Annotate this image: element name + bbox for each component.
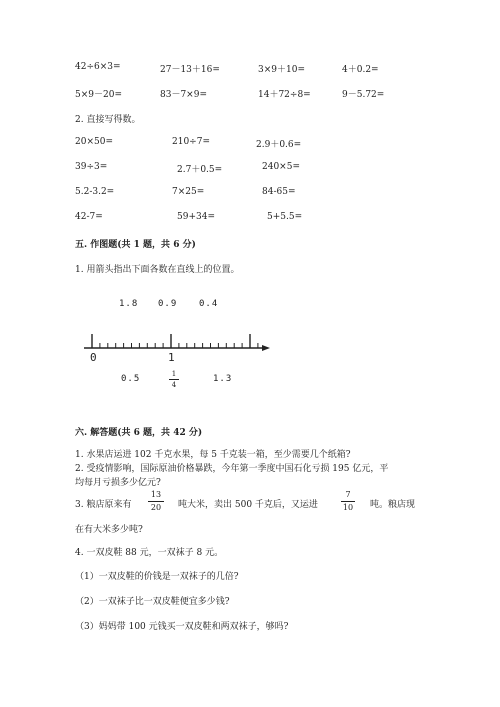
calc-item: 27－13＋16= (160, 65, 220, 75)
fraction-numerator: 1 (171, 370, 177, 378)
fraction-13-20 (148, 490, 164, 513)
fraction-numerator: 7 (345, 490, 351, 499)
question-title: 2. 直接写得数。 (75, 115, 141, 125)
calc-item: 4＋0.2= (342, 65, 379, 75)
direct-item: 2.9＋0.6= (256, 140, 302, 150)
question-text: 在有大米多少吨? (75, 525, 143, 535)
top-value-label: 0.9 (158, 299, 178, 309)
fraction-bar (341, 501, 355, 502)
question-text: 3. 粮店原来有 (75, 500, 132, 510)
bottom-value-label: 0.5 (121, 374, 141, 384)
section-title: 五. 作图题(共 1 题，共 6 分) (75, 240, 196, 250)
top-value-label: 1.8 (119, 299, 139, 309)
direct-item: 59+34= (177, 212, 215, 222)
calc-item: 9－5.72= (342, 90, 385, 100)
bottom-value-label: 1.3 (213, 374, 233, 384)
one-label: 1 (168, 351, 175, 364)
fraction-bar (148, 501, 164, 502)
number-line-arrow (262, 345, 270, 351)
direct-item: 240×5= (262, 162, 300, 172)
number-line-ticks (92, 334, 258, 348)
calc-item: 42÷6×3= (75, 62, 121, 72)
sub-question: （2）一双袜子比一双皮鞋便宜多少钱? (75, 597, 230, 607)
direct-item: 20×50= (75, 137, 113, 147)
direct-item: 84-65= (262, 187, 296, 197)
sub-question: （3）妈妈带 100 元钱买一双皮鞋和两双袜子，够吗? (75, 622, 289, 632)
calc-item: 83－7×9= (160, 90, 207, 100)
zero-label: 0 (90, 351, 97, 364)
fraction-denominator: 4 (171, 381, 177, 389)
fraction-numerator: 13 (150, 490, 162, 499)
question-text: 2. 受疫情影响，国际原油价格暴跌，今年第一季度中国石化亏损 195 亿元，平 (75, 464, 389, 474)
calc-item: 14＋72÷8= (258, 90, 311, 100)
direct-item: 42-7= (75, 212, 103, 222)
direct-item: 5.2-3.2= (75, 187, 115, 197)
question-text: 4. 一双皮鞋 88 元，一双袜子 8 元。 (75, 548, 224, 558)
sub-question: （1）一双皮鞋的价钱是一双袜子的几倍? (75, 572, 239, 582)
question-text: 1. 水果店运进 102 千克水果，每 5 千克装一箱，至少需要几个纸箱? (75, 450, 351, 460)
fraction-7-10 (341, 490, 355, 513)
fraction-quarter (169, 370, 179, 389)
section-title: 六. 解答题(共 6 题，共 42 分) (75, 428, 203, 438)
question-text: 吨。粮店现 (370, 500, 416, 510)
fraction-denominator: 10 (342, 503, 354, 512)
fraction-denominator: 20 (150, 503, 162, 512)
direct-item: 2.7＋0.5= (177, 165, 223, 175)
calc-item: 5×9－20= (75, 90, 122, 100)
question-text: 吨大米，卖出 500 千克后，又运进 (178, 500, 318, 510)
top-value-label: 0.4 (199, 299, 219, 309)
question-text: 均每月亏损多少亿元? (75, 478, 161, 488)
fraction-bar (169, 379, 179, 380)
direct-item: 7×25= (172, 187, 205, 197)
calc-item: 3×9＋10= (258, 65, 305, 75)
direct-item: 39÷3= (75, 162, 108, 172)
direct-item: 210÷7= (172, 137, 210, 147)
question-text: 1. 用箭头指出下面各数在直线上的位置。 (75, 265, 240, 275)
direct-item: 5+5.5= (267, 212, 303, 222)
